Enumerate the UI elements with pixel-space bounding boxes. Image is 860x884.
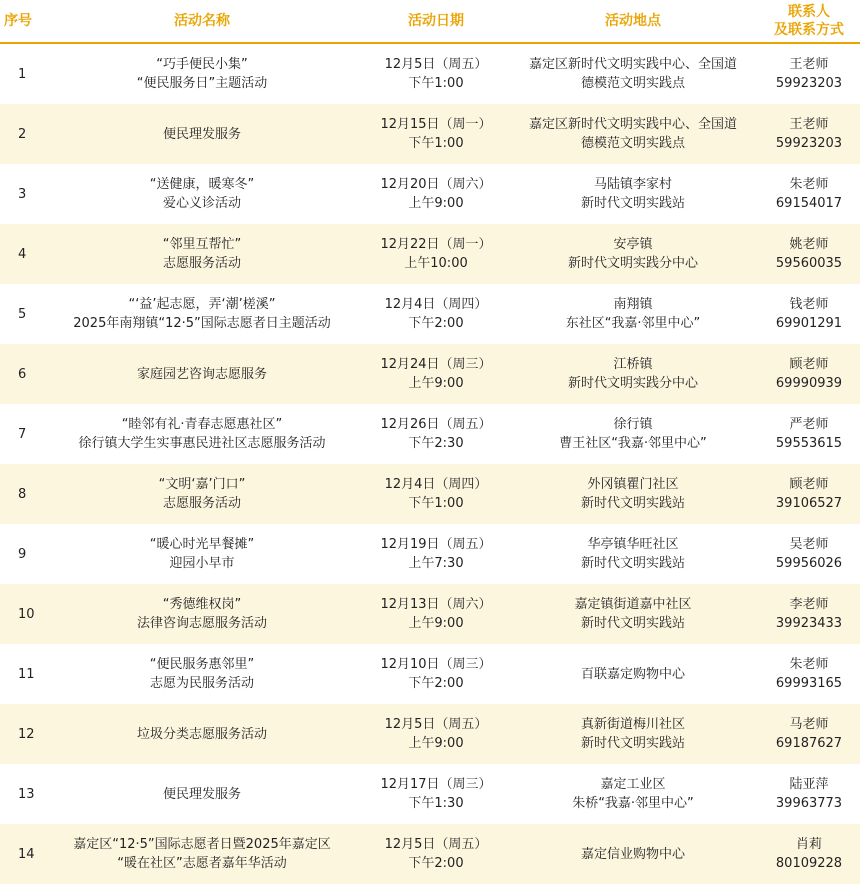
activity-place-line: 嘉定镇街道嘉中社区 (574, 597, 692, 612)
activity-date-cell (364, 704, 508, 764)
table-row (0, 644, 860, 704)
activity-contact-line: 69993165 (775, 676, 843, 691)
table-row (0, 464, 860, 524)
activity-date-line: 上午7:30 (408, 556, 464, 571)
row-number: 9 (18, 546, 27, 562)
activity-name-line: 便民理发服务 (162, 786, 241, 802)
table-header-row (0, 0, 860, 43)
activity-contact-line: 陆亚萍 (789, 777, 829, 792)
activity-date-line: 12月4日（周四） (384, 297, 488, 312)
activity-place-line: 华亭镇华旺社区 (587, 537, 679, 552)
activity-contact-line: 王老师 (789, 117, 829, 132)
activity-contact-line: 80109228 (775, 856, 843, 871)
activity-contact-line: 严老师 (789, 417, 829, 432)
activity-name-line: 嘉定区“12·5”国际志愿者日暨2025年嘉定区 (73, 837, 331, 852)
activity-date-cell (364, 524, 508, 584)
activity-contact-line: 59923203 (775, 76, 843, 91)
row-number: 10 (0, 584, 40, 644)
activity-place-cell (508, 404, 758, 464)
activity-place-line: 新时代文明实践站 (580, 496, 685, 511)
activity-contact-line: 59560035 (775, 256, 843, 271)
activity-name-cell (40, 104, 364, 164)
activity-date-cell (364, 464, 508, 524)
table-row (0, 164, 860, 224)
activity-place-cell (508, 224, 758, 284)
activity-name-line: “便民服务日”主题活动 (136, 76, 268, 91)
activity-place-line: 嘉定区新时代文明实践中心、全国道 (528, 57, 737, 72)
activity-name-line: “文明‘嘉’门口” (158, 477, 246, 492)
activity-place-line: 马陆镇李家村 (593, 177, 672, 192)
activity-name-cell (40, 164, 364, 224)
table-row (0, 824, 860, 884)
activity-contact-line: 顾老师 (789, 357, 829, 372)
activity-contact-cell (758, 404, 860, 464)
activity-place-line: 新时代文明实践站 (580, 556, 685, 571)
activity-name-line: “秀德维权岗” (162, 597, 242, 612)
activity-contact-line: 朱老师 (789, 177, 829, 192)
activity-place-line: 德模范文明实践点 (580, 136, 685, 151)
activity-date-line: 12月4日（周四） (384, 477, 488, 492)
activity-name-line: “巧手便民小集” (156, 57, 248, 72)
activity-contact-cell (758, 764, 860, 824)
activity-contact-line: 王老师 (789, 57, 829, 72)
row-number: 12 (0, 704, 40, 764)
activity-contact-cell (758, 344, 860, 404)
activity-date-line: 上午9:00 (408, 196, 464, 211)
row-number: 4 (0, 224, 40, 284)
activity-contact-line: 姚老师 (789, 237, 829, 252)
activity-contact-line: 肖莉 (795, 837, 822, 852)
activity-date-cell (364, 404, 508, 464)
header-contact-line2: 及联系方式 (774, 22, 844, 38)
activity-contact-line: 马老师 (789, 717, 829, 732)
activity-date-cell (364, 164, 508, 224)
activity-name-line: “暖心时光早餐摊” (149, 537, 255, 552)
activity-place-cell (508, 164, 758, 224)
activity-name-cell (40, 43, 364, 104)
header-date: 活动日期 (364, 0, 508, 43)
activity-date-line: 12月22日（周一） (380, 237, 492, 252)
activity-place-cell (508, 644, 758, 704)
activity-contact-line: 朱老师 (789, 657, 829, 672)
activity-contact-line: 69154017 (775, 196, 843, 211)
activity-date-line: 12月24日（周三） (380, 357, 492, 372)
activity-place-line: 东社区“我嘉·邻里中心” (565, 316, 701, 331)
activity-contact-line: 39106527 (775, 496, 843, 511)
activity-name-line: “邻里互帮忙” (162, 237, 242, 252)
activity-contact-line: 39963773 (775, 796, 843, 811)
activity-place-line: 嘉定信业购物中心 (580, 846, 685, 862)
activity-date-line: 12月17日（周三） (380, 777, 492, 792)
activity-date-line: 下午2:00 (408, 676, 464, 691)
activity-place-line: 新时代文明实践站 (580, 736, 685, 751)
activity-place-cell (508, 284, 758, 344)
table-row (0, 344, 860, 404)
header-contact (758, 0, 860, 43)
activity-date-line: 12月10日（周三） (380, 657, 492, 672)
activity-place-line: 朱桥“我嘉·邻里中心” (572, 796, 694, 811)
activity-place-line: 新时代文明实践站 (580, 616, 685, 631)
activity-name-line: 爱心义诊活动 (162, 196, 241, 211)
activity-name-cell (40, 704, 364, 764)
activity-name-cell (40, 224, 364, 284)
activity-name-line: 志愿服务活动 (162, 496, 241, 511)
row-number: 5 (18, 306, 27, 322)
activity-date-line: 12月5日（周五） (384, 717, 488, 732)
table-row (0, 704, 860, 764)
activity-name-cell (40, 584, 364, 644)
activity-contact-cell (758, 644, 860, 704)
activity-contact-line: 吴老师 (789, 537, 829, 552)
activity-contact-line: 69901291 (775, 316, 843, 331)
activity-date-cell (364, 104, 508, 164)
activity-contact-line: 李老师 (789, 597, 829, 612)
activity-date-cell (364, 284, 508, 344)
activity-name-line: “‘益’起志愿，弄‘潮’槎溪” (128, 297, 276, 312)
activity-date-cell (364, 43, 508, 104)
activity-date-line: 12月26日（周五） (380, 417, 492, 432)
activity-contact-cell (758, 824, 860, 884)
activity-date-cell (364, 764, 508, 824)
activity-name-line: 志愿服务活动 (162, 256, 241, 271)
activity-place-line: 德模范文明实践点 (580, 76, 685, 91)
activity-name-line: 法律咨询志愿服务活动 (136, 616, 267, 631)
header-name: 活动名称 (40, 0, 364, 43)
activity-name-line: 徐行镇大学生实事惠民进社区志愿服务活动 (78, 436, 326, 451)
activity-name-line: 志愿为民服务活动 (149, 676, 254, 691)
row-number: 14 (0, 824, 40, 884)
activity-date-line: 上午9:00 (408, 736, 464, 751)
activity-place-cell (508, 824, 758, 884)
activity-place-line: 徐行镇 (613, 417, 653, 432)
row-number: 8 (0, 464, 40, 524)
activity-name-line: “送健康，暖寒冬” (149, 177, 255, 192)
table-row (0, 584, 860, 644)
activity-name-cell (40, 404, 364, 464)
activity-contact-line: 69187627 (775, 736, 843, 751)
table-row (0, 224, 860, 284)
activity-place-line: 曹王社区“我嘉·邻里中心” (559, 436, 707, 451)
row-number: 11 (18, 666, 35, 682)
activity-date-cell (364, 224, 508, 284)
activity-date-line: 12月15日（周一） (380, 117, 492, 132)
activity-contact-cell (758, 164, 860, 224)
table-row (0, 524, 860, 584)
table-row (0, 104, 860, 164)
table-row (0, 284, 860, 344)
activity-date-line: 12月20日（周六） (380, 177, 492, 192)
activity-date-line: 12月13日（周六） (380, 597, 492, 612)
activity-date-line: 12月19日（周五） (380, 537, 492, 552)
activity-name-cell (40, 284, 364, 344)
activity-date-line: 下午2:30 (408, 436, 464, 451)
activity-contact-line: 69990939 (775, 376, 843, 391)
activity-name-line: “便民服务惠邻里” (149, 657, 255, 672)
activity-name-cell (40, 464, 364, 524)
activity-place-cell (508, 104, 758, 164)
header-no: 序号 (0, 0, 40, 43)
activity-contact-line: 59923203 (775, 136, 843, 151)
activity-place-line: 嘉定区新时代文明实践中心、全国道 (528, 117, 737, 132)
activity-date-line: 上午10:00 (404, 256, 468, 271)
activity-contact-cell (758, 584, 860, 644)
table-row (0, 764, 860, 824)
activity-date-line: 12月5日（周五） (384, 57, 488, 72)
activity-name-cell (40, 344, 364, 404)
activity-place-line: 南翔镇 (613, 297, 653, 312)
activity-place-cell (508, 584, 758, 644)
activity-place-line: 江桥镇 (613, 357, 653, 372)
activity-place-cell (508, 764, 758, 824)
row-number: 2 (0, 104, 40, 164)
activity-contact-cell (758, 224, 860, 284)
row-number: 6 (0, 344, 40, 404)
activity-contact-line: 钱老师 (789, 297, 829, 312)
activity-contact-line: 59956026 (775, 556, 843, 571)
activity-name-line: 垃圾分类志愿服务活动 (136, 726, 267, 742)
activity-place-cell (508, 43, 758, 104)
activity-date-line: 下午2:00 (408, 856, 464, 871)
activity-contact-cell (758, 284, 860, 344)
activity-place-line: 百联嘉定购物中心 (580, 666, 685, 682)
activity-place-line: 嘉定工业区 (600, 777, 666, 792)
table-row (0, 404, 860, 464)
activity-date-line: 下午1:00 (408, 496, 464, 511)
activity-name-line: 便民理发服务 (162, 126, 241, 142)
activity-place-cell (508, 464, 758, 524)
activity-date-cell (364, 344, 508, 404)
activity-contact-line: 59553615 (775, 436, 843, 451)
activity-place-line: 安亭镇 (613, 237, 653, 252)
activity-date-line: 下午1:00 (408, 76, 464, 91)
activity-place-cell (508, 344, 758, 404)
header-place: 活动地点 (508, 0, 758, 43)
activity-name-line: 家庭园艺咨询志愿服务 (136, 366, 267, 382)
row-number: 7 (18, 426, 27, 442)
activity-name-line: 2025年南翔镇“12·5”国际志愿者日主题活动 (73, 316, 331, 331)
activity-date-cell (364, 584, 508, 644)
activity-place-line: 外冈镇瞿门社区 (587, 477, 679, 492)
activity-name-cell (40, 644, 364, 704)
row-number: 3 (18, 186, 27, 202)
activity-contact-line: 39923433 (775, 616, 843, 631)
activity-place-line: 新时代文明实践站 (580, 196, 685, 211)
activity-place-line: 新时代文明实践分中心 (567, 376, 698, 391)
row-number: 13 (18, 786, 35, 802)
header-contact-line1: 联系人 (788, 4, 830, 20)
activity-date-line: 下午1:30 (408, 796, 464, 811)
activity-contact-cell (758, 464, 860, 524)
activity-name-line: “睦邻有礼·青春志愿惠社区” (121, 417, 283, 432)
activity-name-line: 迎园小早市 (169, 556, 235, 571)
activity-contact-line: 顾老师 (789, 477, 829, 492)
activity-place-cell (508, 524, 758, 584)
activity-place-line: 真新街道梅川社区 (580, 717, 685, 732)
activity-contact-cell (758, 43, 860, 104)
activity-place-line: 新时代文明实践分中心 (567, 256, 698, 271)
activity-date-cell (364, 644, 508, 704)
activity-contact-cell (758, 524, 860, 584)
activity-date-cell (364, 824, 508, 884)
activity-name-line: “暖在社区”志愿者嘉年华活动 (117, 856, 287, 871)
activity-date-line: 上午9:00 (408, 616, 464, 631)
activity-date-line: 上午9:00 (408, 376, 464, 391)
activity-place-cell (508, 704, 758, 764)
table-row (0, 43, 860, 104)
activity-contact-cell (758, 704, 860, 764)
activity-date-line: 12月5日（周五） (384, 837, 488, 852)
activity-contact-cell (758, 104, 860, 164)
activity-name-cell (40, 824, 364, 884)
activity-date-line: 下午2:00 (408, 316, 464, 331)
activity-date-line: 下午1:00 (408, 136, 464, 151)
activity-name-cell (40, 524, 364, 584)
row-number: 1 (18, 66, 27, 82)
activity-name-cell (40, 764, 364, 824)
